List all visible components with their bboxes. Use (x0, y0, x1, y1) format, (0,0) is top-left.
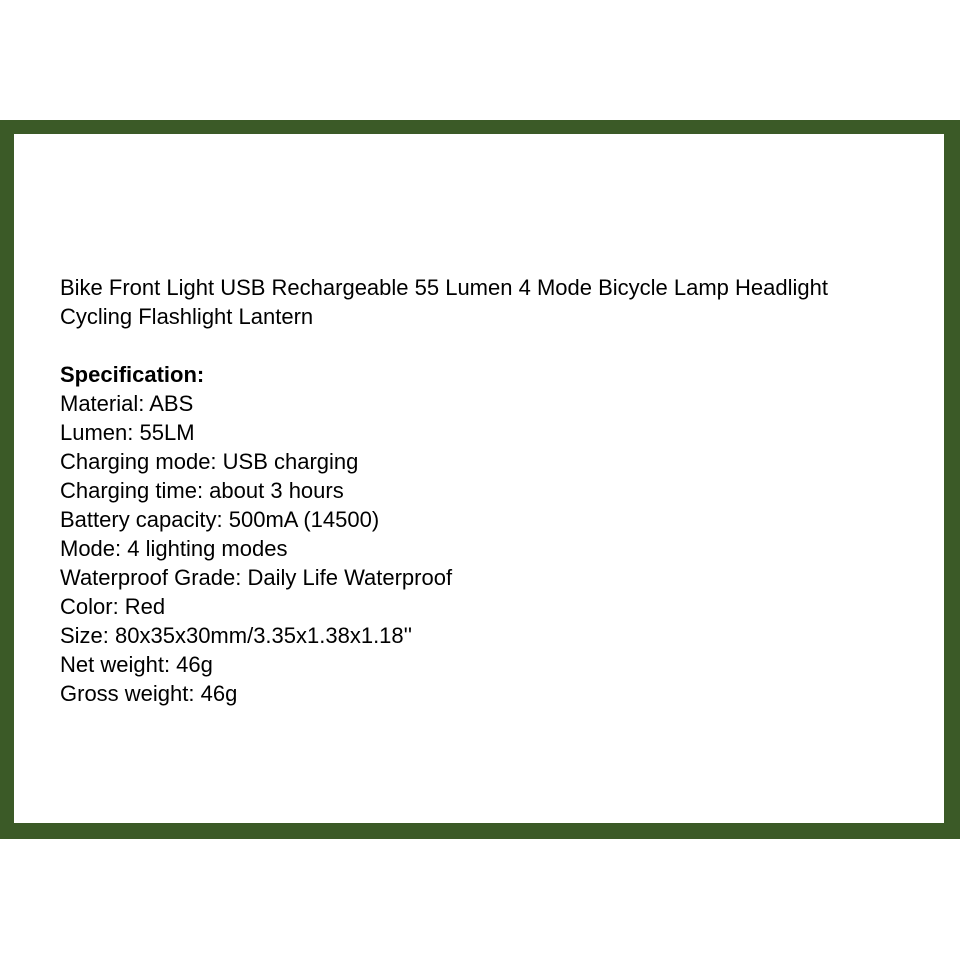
spec-gross-weight: Gross weight: 46g (60, 681, 238, 706)
product-description (60, 273, 920, 708)
blank-line (60, 331, 920, 360)
spec-charging-mode: Charging mode: USB charging (60, 449, 359, 474)
product-title-line-1: Bike Front Light USB Rechargeable 55 Lumen 4 Mode Bicycle Lamp Headlight (60, 275, 828, 300)
specification-heading: Specification: (60, 362, 205, 387)
spec-waterproof-grade: Waterproof Grade: Daily Life Waterproof (60, 565, 453, 590)
spec-mode: Mode: 4 lighting modes (60, 536, 288, 561)
spec-color: Color: Red (60, 594, 166, 619)
spec-lumen: Lumen: 55LM (60, 420, 195, 445)
spec-material: Material: ABS (60, 391, 194, 416)
spec-size: Size: 80x35x30mm/3.35x1.38x1.18'' (60, 623, 413, 648)
product-title-line-2: Cycling Flashlight Lantern (60, 304, 314, 329)
spec-battery-capacity: Battery capacity: 500mA (14500) (60, 507, 380, 532)
spec-charging-time: Charging time: about 3 hours (60, 478, 344, 503)
spec-net-weight: Net weight: 46g (60, 652, 213, 677)
specification-list (60, 389, 920, 708)
green-border-frame (0, 120, 960, 839)
